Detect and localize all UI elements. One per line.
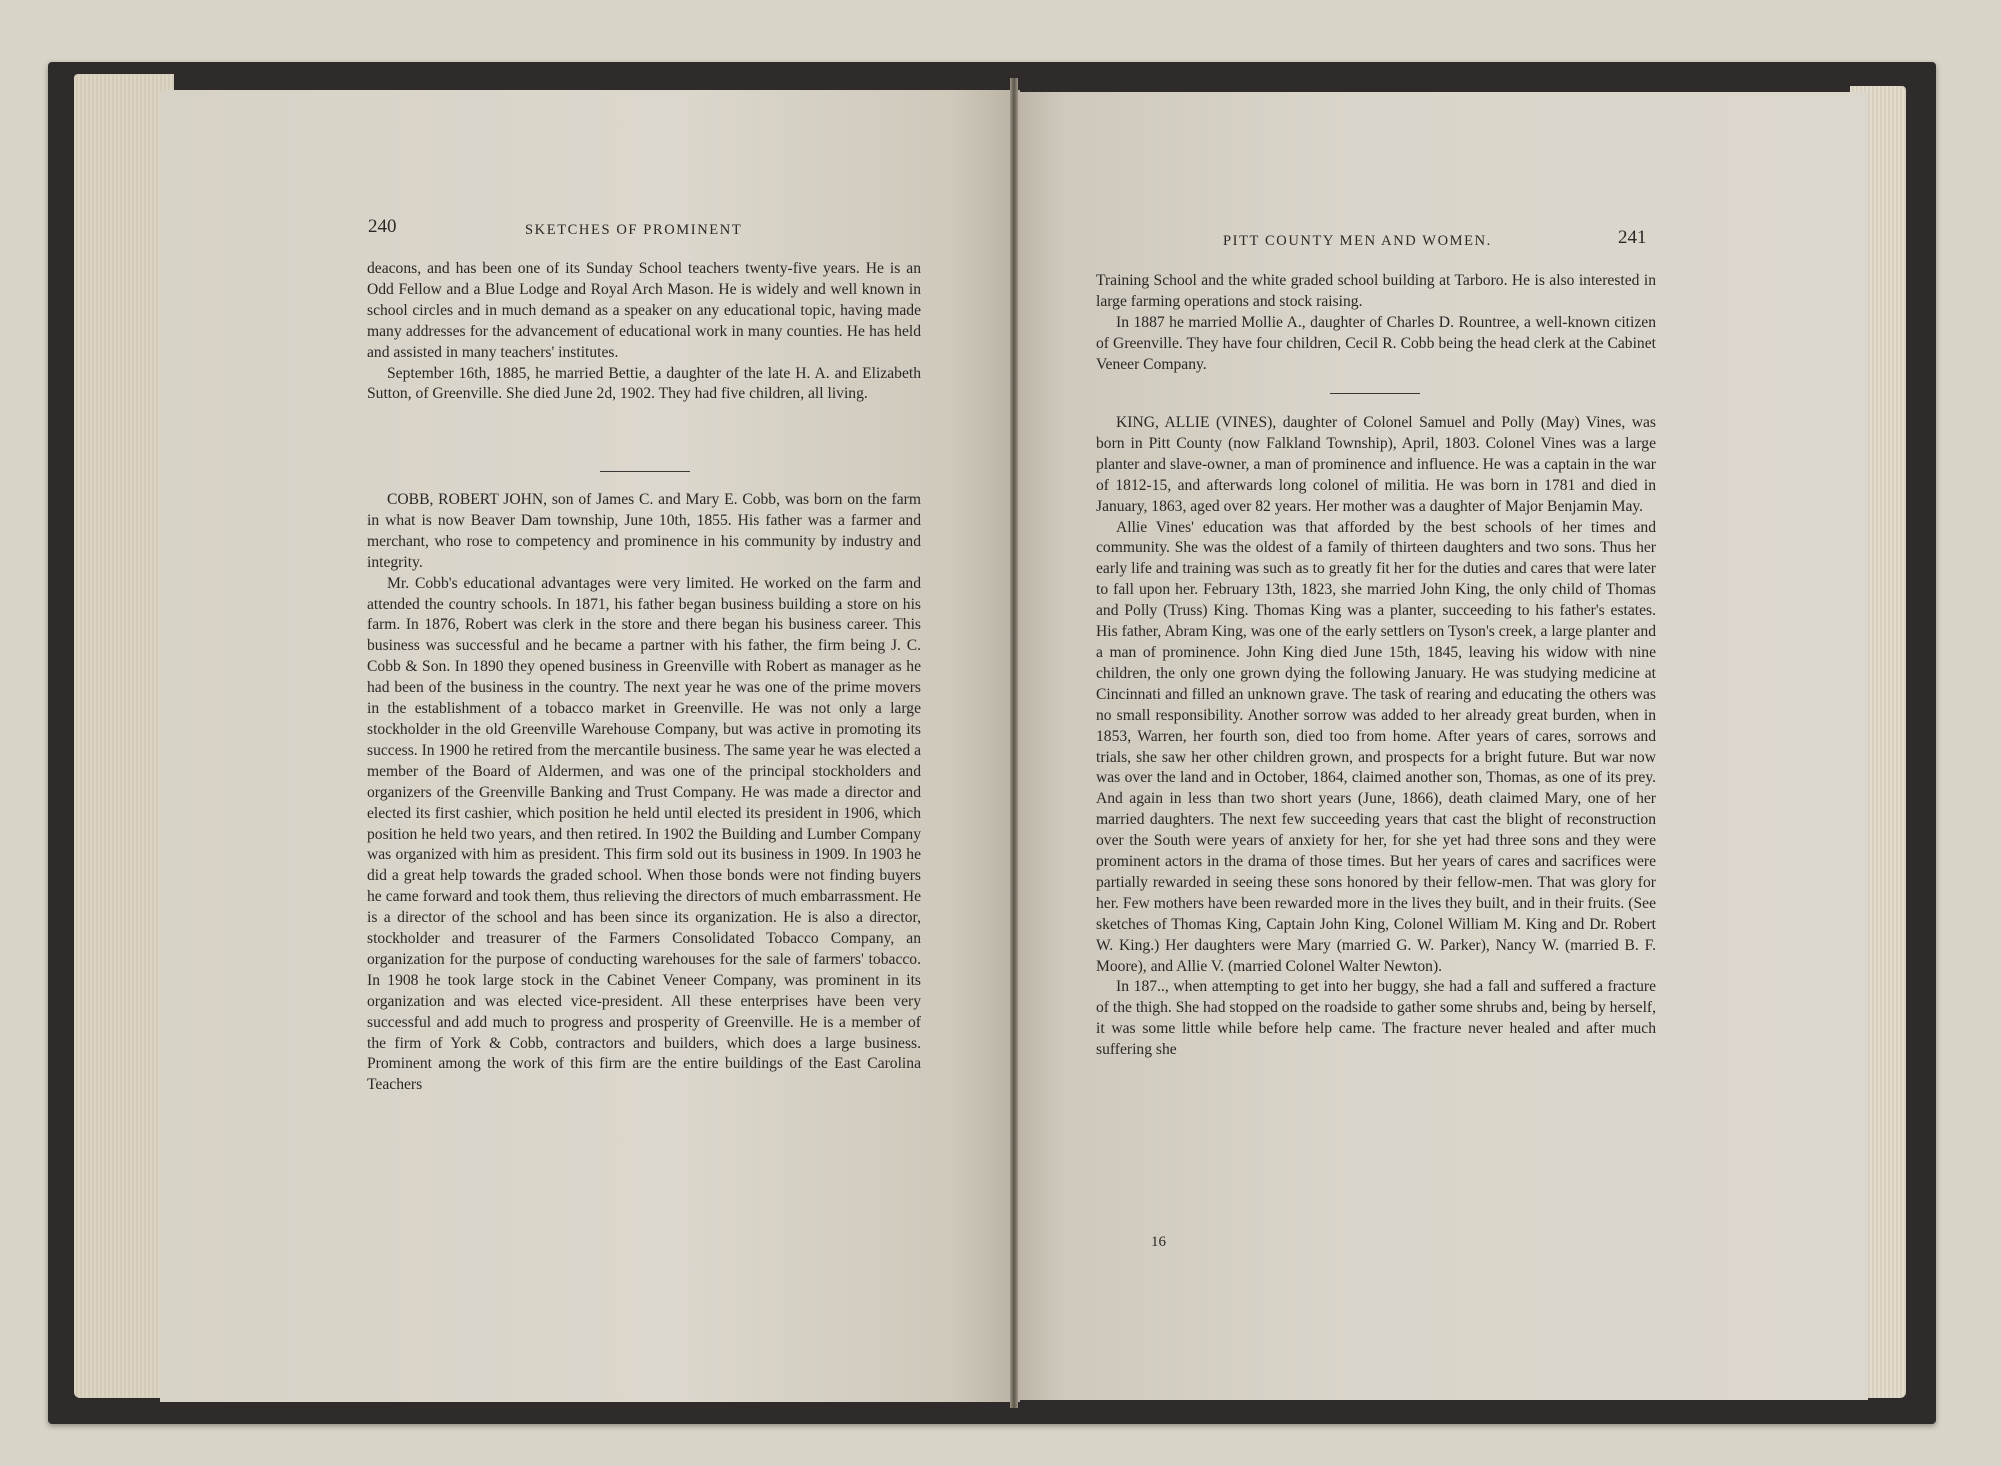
left-page-number: 240 (368, 216, 397, 237)
right-continued-text (1096, 271, 1656, 376)
book-gutter (1010, 78, 1018, 1408)
page-edges-left (74, 74, 174, 1398)
paragraph: Allie Vines' education was that afforded by the best schools of her times and community. She was the oldest of a family of thirteen daughters and two sons. Thus her early life and training was such as to greatly fit her for the duties and cares that were later to fall upon her. February 13th, 1823, she married John King, the only child of Thomas and Polly (Truss) King. Thomas King was a planter, succeeding to his father's estates. His father, Abram King, was one of the early settlers on Tyson's creek, a large planter and a man of prominence. John King died June 15th, 1845, leaving his widow with nine children, the only one grown dying the following January. He was studying medicine at Cincinnati and filled an unknown grave. The task of rearing and educating the others was no small responsibility. Another sorrow was added to her already great burden, when in 1853, Warren, her fourth son, died too from home. After years of cares, sorrows and trials, she saw her other children grown, and prospects for a bright future. But war now was over the land and in October, 1864, claimed another son, Thomas, as one of its prey. And again in less than two short years (June, 1866), death claimed Mary, one of her married daughters. The next few succeeding years that cast the blight of reconstruction over the South were years of anxiety for her, for she yet had three sons and they were prominent actors in the drama of those times. But her years of cares and sacrifices were partially rewarded in seeing these sons honored by their fellow-men. That was glory for her. Few mothers have been rewarded more in the lives they built, and in their fruits. (See sketches of Thomas King, Captain John King, Colonel William M. King and Dr. Robert W. King.) Her daughters were Mary (married G. W. Parker), Nancy W. (married B. F. Moore), and Allie V. (married Colonel Walter Newton). (1096, 518, 1656, 975)
paragraph: In 187.., when attempting to get into her buggy, she had a fall and suffered a fracture of the thigh. She had stopped on the roadside to gather some shrubs and, being by herself, it was some little while before help came. The fracture never healed and after much suffering she (1096, 978, 1656, 1059)
paragraph: deacons, and has been one of its Sunday School teachers twenty-five years. He is an Odd Fellow and a Blue Lodge and Royal Arch Mason. He is widely and well known in school circles and in much demand as a speaker on any educational topic, having made many addresses for the advancement of educational work in many counties. He has held and assisted in many teachers' institutes. (367, 260, 921, 361)
paragraph: COBB, ROBERT JOHN, son of James C. and Mary E. Cobb, was born on the farm in what is now Beaver Dam township, June 10th, 1855. His father was a farmer and merchant, who rose to competency and prominence in his community by industry and integrity. (367, 491, 921, 571)
paragraph: In 1887 he married Mollie A., daughter of Charles D. Rountree, a well-known citizen of Greenville. They have four children, Cecil R. Cobb being the head clerk at the Cabinet Veneer Company. (1096, 313, 1656, 373)
paragraph: September 16th, 1885, he married Bettie, a daughter of the late H. A. and Elizabeth Sutton, of Greenville. She died June 2d, 1902. They had five children, all living. (367, 364, 921, 403)
paragraph: Mr. Cobb's educational advantages were very limited. He worked on the farm and attended the country schools. In 1871, his father began business building a store on his farm. In 1876, Robert was clerk in the store and there began his business career. This business was successful and he became a partner with his father, the firm being J. C. Cobb & Son. In 1890 they opened business in Greenville with Robert as manager as he had been of the business in the country. The next year he was one of the prime movers in the establishment of a tobacco market in Greenville. He was not only a large stockholder in the old Greenville Warehouse Company, but was active in promoting its success. In 1900 he retired from the mercantile business. The same year he was elected a member of the Board of Aldermen, and was one of the principal stockholders and organizers of the Greenville Banking and Trust Company. He was made a director and elected its first cashier, which position he held until elected its president in 1906, which position he held two years, and then retired. In 1902 the Building and Lumber Company was organized with him as president. This firm sold out its business in 1909. In 1903 he did a great help towards the graded school. When those bonds were not finding buyers he came forward and took them, thus relieving the directors of much embarrassment. He is a director of the school and has been since its organization. He is also a director, stockholder and treasurer of the Farmers Consolidated Tobacco Company, an organization for the purpose of conducting warehouses for the sale of farmers' tobacco. In 1908 he took large stock in the Cabinet Veneer Company, was prominent in its organization and was elected vice-president. All these enterprises have been very successful and add much to progress and prosperity of Greenville. He is a member of the firm of York & Cobb, contractors and builders, which does a large business. Prominent among the work of this firm are the entire buildings of the East Carolina Teachers (367, 574, 921, 1094)
signature-mark: 16 (1151, 1234, 1166, 1250)
left-running-head: SKETCHES OF PROMINENT (525, 222, 743, 238)
section-rule (1330, 393, 1420, 394)
cobb-entry (367, 490, 921, 1096)
paragraph: KING, ALLIE (VINES), daughter of Colonel Samuel and Polly (May) Vines, was born in Pitt County (now Falkland Township), April, 1803. Colonel Vines was a large planter and slave-owner, a man of prominence and influence. He was a captain in the war of 1812-15, and afterwards long colonel of militia. He was born in 1781 and died in January, 1863, aged over 82 years. Her mother was a daughter of Major Benjamin May. (1096, 414, 1656, 515)
right-running-head: PITT COUNTY MEN AND WOMEN. (1223, 233, 1492, 249)
paragraph: Training School and the white graded school building at Tarboro. He is also interested in large farming operations and stock raising. (1096, 272, 1656, 310)
right-page-number: 241 (1618, 227, 1647, 248)
left-continued-text (367, 259, 921, 405)
king-entry (1096, 413, 1656, 1061)
section-rule (600, 471, 690, 472)
